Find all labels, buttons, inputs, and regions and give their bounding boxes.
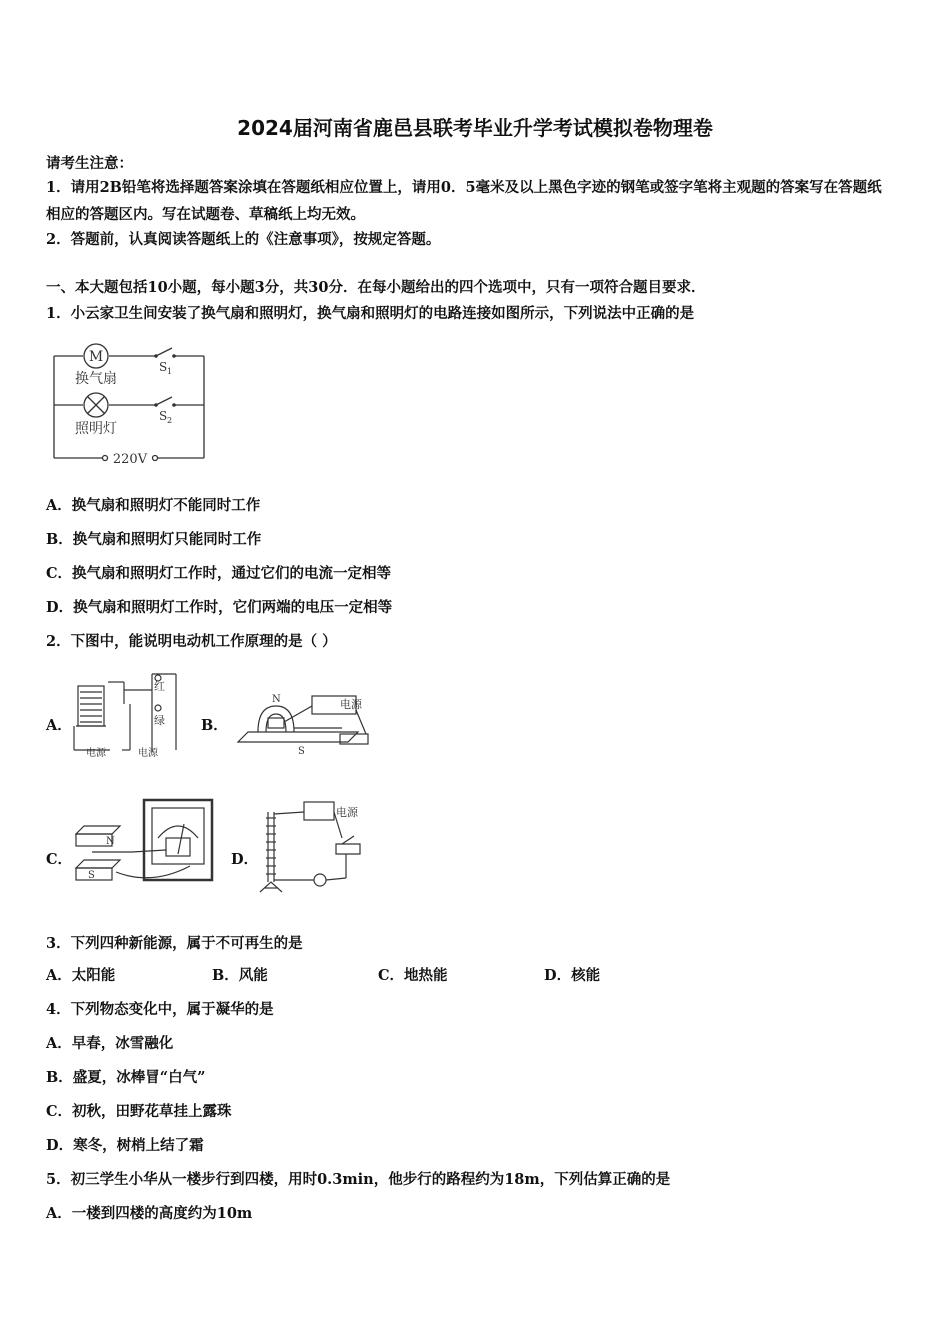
q1-switch-s2: S <box>159 409 168 423</box>
q1-fan-label: 换气扇 <box>75 371 117 387</box>
q2-a-power-2: 电源 <box>138 748 158 758</box>
q5-option-a: A．一楼到四楼的高度约为10m <box>46 1205 253 1222</box>
q4-stem: 4．下列物态变化中，属于凝华的是 <box>46 1001 274 1018</box>
q3-option-b: B．风能 <box>212 967 268 984</box>
q1-switch-s1: S <box>159 360 168 374</box>
q1-switch-s1-sub: 1 <box>167 367 173 376</box>
notice-item-2: 2．答题前，认真阅读答题纸上的《注意事项》，按规定答题。 <box>46 231 441 248</box>
q3-option-c: C．地热能 <box>378 967 448 984</box>
q2-label-d: D． <box>231 851 259 868</box>
q2-figure-b-motor <box>228 684 378 758</box>
q2-label-b: B． <box>201 717 228 734</box>
q4-option-b: B．盛夏，冰棒冒“白气” <box>46 1069 206 1086</box>
q2-a-red-label: 红 <box>154 680 165 693</box>
q1-lamp-label: 照明灯 <box>75 421 117 437</box>
q2-label-c: C． <box>46 851 73 868</box>
q2-c-north-label: N <box>106 836 115 847</box>
q1-motor-symbol: M <box>88 349 104 365</box>
q2-figure-d-electromagnet <box>256 798 372 898</box>
q1-circuit-figure <box>46 336 216 468</box>
q3-stem: 3．下列四种新能源，属于不可再生的是 <box>46 935 303 952</box>
q1-option-c: C．换气扇和照明灯工作时，通过它们的电流一定相等 <box>46 565 392 582</box>
notice-heading: 请考生注意： <box>46 155 133 172</box>
q1-stem: 1．小云家卫生间安装了换气扇和照明灯，换气扇和照明灯的电路连接如图所示，下列说法中正确的是 <box>46 305 695 322</box>
q2-a-green-label: 绿 <box>154 714 165 727</box>
q2-b-power-label: 电源 <box>340 698 362 711</box>
q2-figure-c-generator <box>72 794 220 894</box>
q2-b-south-label: S <box>298 746 305 757</box>
q4-option-c: C．初秋，田野花草挂上露珠 <box>46 1103 232 1120</box>
q1-option-b: B．换气扇和照明灯只能同时工作 <box>46 531 262 548</box>
q3-options <box>46 964 600 985</box>
q3-option-d: D．核能 <box>544 967 601 984</box>
notice-item-1: 1．请用2B铅笔将选择题答案涂填在答题纸相应位置上，请用0．5毫米及以上黑色字迹的钢笔或签字笔将主观题的答案写在答题纸相应的答题区内。写在试题卷、草稿纸上均无效。 <box>46 179 882 223</box>
q2-b-north-label: N <box>272 694 281 705</box>
q1-option-a: A．换气扇和照明灯不能同时工作 <box>46 497 261 514</box>
q5-stem: 5．初三学生小华从一楼步行到四楼，用时0.3min，他步行的路程约为18m，下列估算正确的是 <box>46 1171 671 1188</box>
q2-d-power-label: 电源 <box>336 806 358 819</box>
q2-a-power-1: 电源 <box>86 748 106 758</box>
q2-stem: 2．下图中，能说明电动机工作原理的是（ ） <box>46 633 337 650</box>
q1-switch-s2-sub: 2 <box>167 416 173 425</box>
q1-voltage-label: 220V <box>112 452 148 467</box>
q1-option-d: D．换气扇和照明灯工作时，它们两端的电压一定相等 <box>46 599 393 616</box>
section-1-heading: 一、本大题包括10小题，每小题3分，共30分．在每小题给出的四个选项中，只有一项符合题目要求． <box>46 279 706 296</box>
q4-option-a: A．早春，冰雪融化 <box>46 1035 174 1052</box>
q2-label-a: A． <box>46 717 72 734</box>
q2-figure-a-relay <box>66 664 186 758</box>
q4-option-d: D．寒冬，树梢上结了霜 <box>46 1137 204 1154</box>
q2-c-south-label: S <box>88 870 95 881</box>
q3-option-a: A．太阳能 <box>46 967 116 984</box>
page-title: 2024届河南省鹿邑县联考毕业升学考试模拟卷物理卷 <box>237 116 713 140</box>
